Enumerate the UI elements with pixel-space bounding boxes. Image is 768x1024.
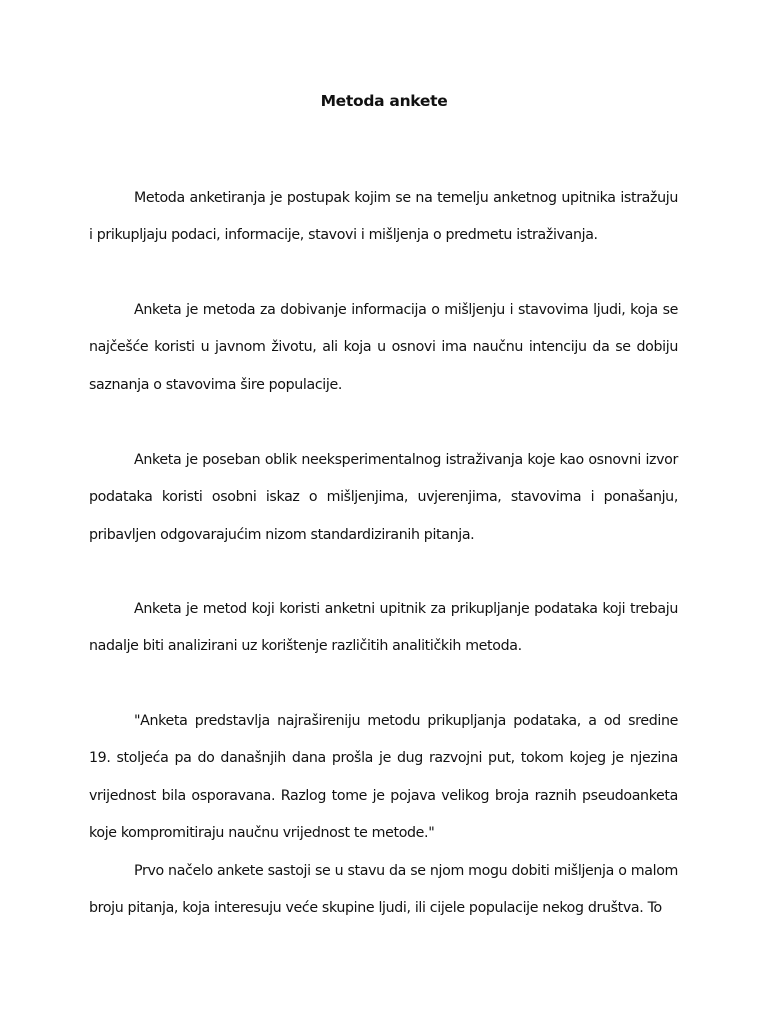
paragraph-6: Prvo načelo ankete sastoji se u stavu da se njom mogu dobiti mišljenja o malom broju pitanja, koja interesuju veće skupine ljudi, ili cijele populacije nekog društva. To <box>89 863 678 917</box>
paragraph-4: Anketa je metod koji koristi anketni upitnik za prikupljanje podataka koji trebaju nadalje biti analizirani uz korištenje različitih analitičkih metoda. <box>89 601 678 655</box>
paragraph-3: Anketa je poseban oblik neeksperimentalnog istraživanja koje kao osnovni izvor podataka koristi osobni iskaz o mišljenjima, uvjerenjima, stavovima i ponašanju, pribavljen odgovarajućim nizom standardiziranih pitanja. <box>89 452 678 543</box>
paragraph-1: Metoda anketiranja je postupak kojim se na temelju anketnog upitnika istražuju i prikupljaju podaci, informacije, stavovi i mišljenja o predmetu istraživanja. <box>89 190 678 244</box>
paragraph-5: "Anketa predstavlja najrašireniju metodu prikupljanja podataka, a od sredine 19. stoljeća pa do današnjih dana prošla je dug razvojni put, tokom kojeg je njezina vrijednost bila osporavana. Razlog tome je pojava velikog broja raznih pseudoanketa koje kompromitiraju naučnu vrijednost te metode." <box>89 713 678 841</box>
paragraph-2: Anketa je metoda za dobivanje informacija o mišljenju i stavovima ljudi, koja se najčešće koristi u javnom životu, ali koja u osnovi ima naučnu intenciju da se dobiju saznanja o stavovima šire populacije. <box>89 302 678 393</box>
document-title: Metoda ankete <box>320 92 448 110</box>
